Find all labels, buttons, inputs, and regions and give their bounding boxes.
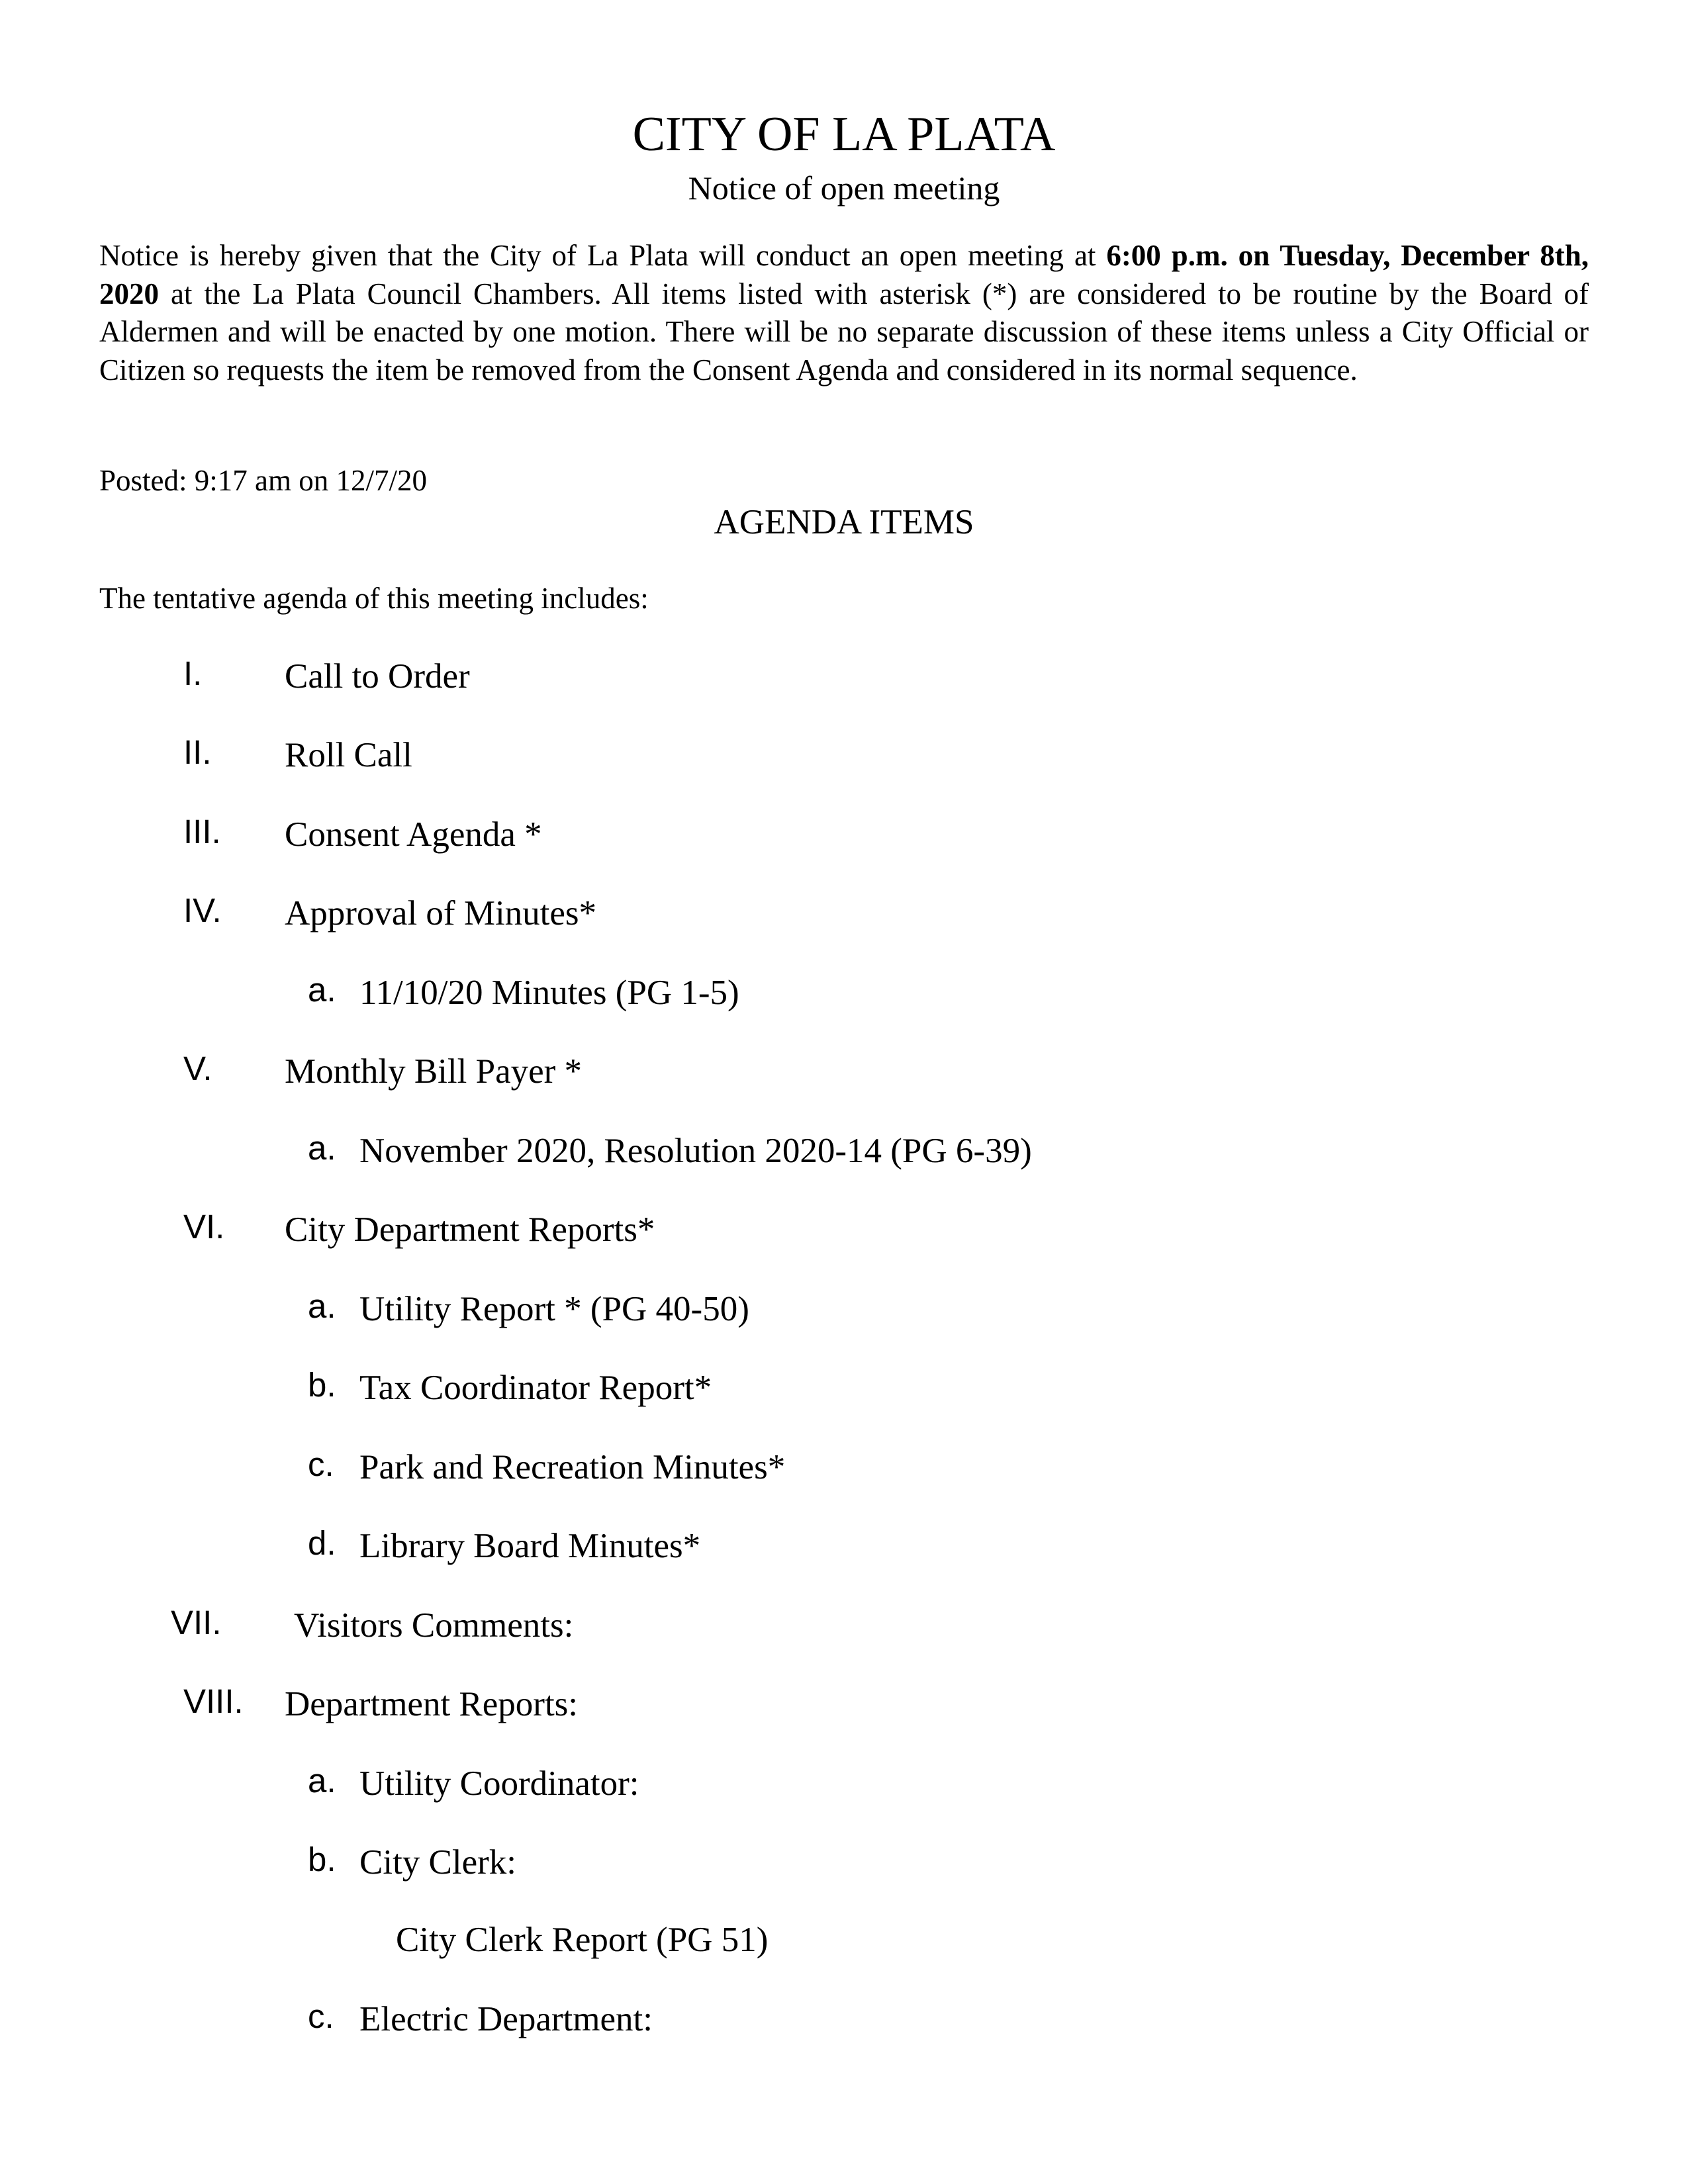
agenda-item-roll-call: [0, 729, 1688, 782]
agenda-item-label: City Department Reports*: [285, 1210, 655, 1249]
agenda-subitem-letter: d.: [308, 1524, 336, 1562]
agenda-subitem-city-clerk: [0, 1836, 1688, 1889]
notice-text-before: Notice is hereby given that the City of La Plata will conduct an open meeting at: [99, 239, 1107, 272]
agenda-item-monthly-bill-payer: [0, 1045, 1688, 1098]
agenda-item-city-department-reports: [0, 1203, 1688, 1256]
agenda-subitem-label: Utility Report * (PG 40-50): [359, 1290, 749, 1328]
agenda-item-visitors-comments: [0, 1599, 1688, 1652]
agenda-subitem-park-recreation: [0, 1441, 1688, 1494]
agenda-subitem-utility-coordinator: [0, 1757, 1688, 1810]
agenda-detail-city-clerk-report: [0, 1913, 1688, 1966]
agenda-detail-label: City Clerk Report (PG 51): [396, 1921, 769, 1959]
agenda-item-consent-agenda: [0, 808, 1688, 861]
agenda-subitem-label: City Clerk:: [359, 1843, 517, 1882]
agenda-subitem-label: Electric Department:: [359, 2000, 653, 2038]
agenda-subitem-label: Park and Recreation Minutes*: [359, 1448, 786, 1486]
agenda-item-numeral: I.: [183, 655, 203, 692]
agenda-item-numeral: III.: [183, 813, 221, 850]
agenda-item-numeral: IV.: [183, 891, 222, 929]
agenda-item-label: Consent Agenda *: [285, 815, 542, 854]
agenda-heading: AGENDA ITEMS: [714, 503, 974, 541]
agenda-subitem-letter: a.: [308, 1287, 336, 1325]
agenda-subitem-label: Utility Coordinator:: [359, 1764, 639, 1803]
agenda-subitem-label: 11/10/20 Minutes (PG 1-5): [359, 974, 739, 1012]
agenda-item-numeral: VI.: [183, 1208, 225, 1246]
agenda-item-numeral: VII.: [171, 1604, 222, 1641]
notice-text-after: at the La Plata Council Chambers. All items listed with asterisk (*) are considered to be routine by the Board of Aldermen and will be enacted by one motion. There will be no separate discussion of these items unless a City Official or Citizen so requests the item be removed from the Consent Agenda and considered in its normal sequence.: [99, 277, 1589, 387]
agenda-item-label: Monthly Bill Payer *: [285, 1052, 583, 1091]
agenda-subitem-letter: c.: [308, 1445, 334, 1483]
agenda-item-department-reports: [0, 1678, 1688, 1731]
agenda-subitem-letter: a.: [308, 1762, 336, 1799]
agenda-subitem-label: Tax Coordinator Report*: [359, 1369, 712, 1407]
agenda-subitem-tax-coordinator: [0, 1361, 1688, 1414]
agenda-subitem-utility-report: [0, 1283, 1688, 1336]
agenda-subitem-minutes: [0, 966, 1688, 1019]
agenda-subitem-letter: a.: [308, 971, 336, 1009]
agenda-item-label: Call to Order: [285, 657, 470, 696]
agenda-subitem-letter: b.: [308, 1366, 336, 1404]
agenda-subitem-letter: b.: [308, 1841, 336, 1878]
agenda-subitem-library-board: [0, 1520, 1688, 1572]
agenda-item-approval-of-minutes: [0, 887, 1688, 940]
agenda-subitem-letter: c.: [308, 1997, 334, 2035]
agenda-item-label: Roll Call: [285, 736, 412, 774]
notice-paragraph: [99, 237, 1589, 389]
agenda-subitem-label: Library Board Minutes*: [359, 1527, 701, 1565]
notice-meeting-time: 6:00 p.m. on Tuesday, December 8th, 2020: [99, 239, 1589, 310]
agenda-subitem-resolution: [0, 1124, 1688, 1177]
posted-timestamp: Posted: 9:17 am on 12/7/20: [99, 464, 427, 497]
agenda-item-numeral: II.: [183, 733, 212, 771]
agenda-intro: The tentative agenda of this meeting includes:: [99, 582, 649, 615]
agenda-item-call-to-order: [0, 650, 1688, 703]
page-subtitle: Notice of open meeting: [688, 169, 1000, 206]
agenda-subitem-letter: a.: [308, 1129, 336, 1167]
agenda-item-label: Visitors Comments:: [294, 1606, 574, 1645]
page-title: CITY OF LA PLATA: [632, 107, 1056, 161]
agenda-subitem-electric-department: [0, 1993, 1688, 2046]
agenda-item-numeral: VIII.: [183, 1682, 244, 1720]
agenda-item-numeral: V.: [183, 1050, 212, 1087]
agenda-item-label: Approval of Minutes*: [285, 894, 597, 933]
agenda-item-label: Department Reports:: [285, 1685, 579, 1723]
agenda-subitem-label: November 2020, Resolution 2020-14 (PG 6-39): [359, 1132, 1032, 1170]
